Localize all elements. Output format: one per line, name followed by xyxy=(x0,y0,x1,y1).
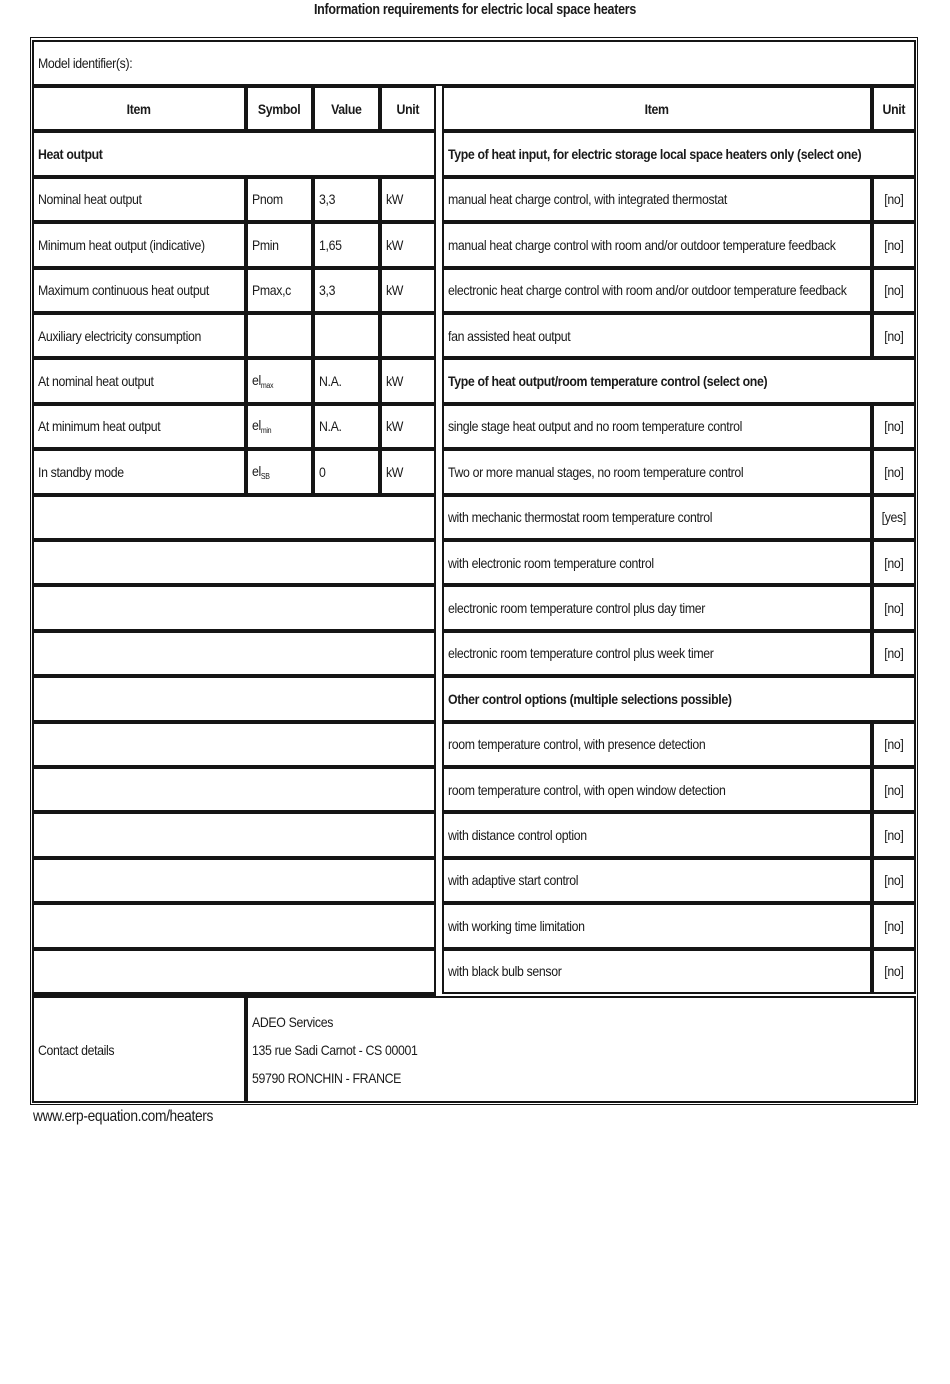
right-row-item-text: with adaptive start control xyxy=(448,872,579,889)
header-right-item xyxy=(442,86,872,131)
contact-line: 135 rue Sadi Carnot - CS 00001 xyxy=(252,1041,418,1058)
left-row-unit xyxy=(380,449,436,494)
right-row-item-text: electronic room temperature control plus day timer xyxy=(448,600,705,617)
left-row-value-text: N.A. xyxy=(319,418,342,435)
left-row-value xyxy=(313,313,380,358)
right-section-heading-text: Type of heat input, for electric storage local space heaters only (select one) xyxy=(448,146,862,163)
left-row-unit xyxy=(380,268,436,313)
right-row-item-text: room temperature control, with open window detection xyxy=(448,781,726,798)
right-row-unit-text: [no] xyxy=(884,645,904,662)
right-row-item-text: with working time limitation xyxy=(448,917,585,934)
right-row-item xyxy=(442,404,872,449)
right-row-unit xyxy=(872,177,916,222)
heat-output-section xyxy=(32,131,436,176)
right-row-unit xyxy=(872,812,916,857)
left-row-symbol xyxy=(246,449,313,494)
header-right-unit xyxy=(872,86,916,131)
left-row-value xyxy=(313,358,380,403)
left-row-item-text: At nominal heat output xyxy=(38,373,154,390)
contact-value xyxy=(246,996,916,1103)
right-row-unit-text: [no] xyxy=(884,327,904,344)
right-row-item-text: electronic room temperature control plus week timer xyxy=(448,645,714,662)
heat-output-section-text: Heat output xyxy=(38,146,103,163)
left-row-item xyxy=(32,268,246,313)
left-row-unit-text: kW xyxy=(386,418,404,435)
left-row-value-text: 1,65 xyxy=(319,236,342,253)
left-empty-row xyxy=(32,903,436,948)
right-row-item-text: electronic heat charge control with room and/or outdoor temperature feedback xyxy=(448,282,847,299)
left-row-unit-text: kW xyxy=(386,463,404,480)
left-row-symbol-text: Pnom xyxy=(252,191,283,208)
left-row-symbol xyxy=(246,222,313,267)
right-row-item-text: fan assisted heat output xyxy=(448,327,571,344)
right-row-item xyxy=(442,449,872,494)
right-row-item xyxy=(442,949,872,994)
left-empty-row xyxy=(32,812,436,857)
header-right-item-text: Item xyxy=(645,100,669,117)
right-row-unit-text: [no] xyxy=(884,781,904,798)
left-row-unit-text: kW xyxy=(386,282,404,299)
right-row-unit-text: [no] xyxy=(884,827,904,844)
right-row-item xyxy=(442,177,872,222)
left-row-symbol-subscript: min xyxy=(260,426,272,436)
right-row-item-text: Two or more manual stages, no room temperature control xyxy=(448,463,744,480)
right-row-item xyxy=(442,903,872,948)
right-row-item xyxy=(442,812,872,857)
left-row-symbol xyxy=(246,177,313,222)
left-row-item-text: Maximum continuous heat output xyxy=(38,282,209,299)
right-row-item-text: room temperature control, with presence detection xyxy=(448,736,706,753)
right-row-unit-text: [no] xyxy=(884,554,904,571)
left-row-item-text: Auxiliary electricity consumption xyxy=(38,327,201,344)
right-row-unit xyxy=(872,222,916,267)
contact-label-text: Contact details xyxy=(38,1041,115,1058)
right-row-item xyxy=(442,540,872,585)
right-row-unit-text: [no] xyxy=(884,463,904,480)
header-item xyxy=(32,86,246,131)
left-row-value xyxy=(313,268,380,313)
contact-line: ADEO Services xyxy=(252,1013,334,1030)
left-row-item-text: Nominal heat output xyxy=(38,191,142,208)
left-row-symbol-text: Pmin xyxy=(252,236,279,253)
left-row-symbol-text: $el_{max}$ xyxy=(252,372,274,391)
left-row-symbol-text: $el_{SB}$ xyxy=(252,462,270,481)
header-right-unit-text: Unit xyxy=(882,100,906,117)
header-symbol-text: Symbol xyxy=(258,100,301,117)
right-row-item xyxy=(442,631,872,676)
right-row-unit xyxy=(872,585,916,630)
left-empty-row xyxy=(32,858,436,903)
right-row-item-text: with distance control option xyxy=(448,827,587,844)
right-row-unit-text: [no] xyxy=(884,917,904,934)
header-unit-text: Unit xyxy=(396,100,420,117)
left-row-value-text: N.A. xyxy=(319,373,342,390)
left-row-item-text: Minimum heat output (indicative) xyxy=(38,236,205,253)
right-row-item-text: single stage heat output and no room temperature control xyxy=(448,418,742,435)
model-identifier-cell-text: Model identifier(s): xyxy=(38,55,133,71)
header-item-text: Item xyxy=(127,100,151,117)
right-row-unit xyxy=(872,767,916,812)
right-row-unit xyxy=(872,268,916,313)
left-row-item xyxy=(32,358,246,403)
left-row-unit xyxy=(380,313,436,358)
left-row-value xyxy=(313,222,380,267)
header-symbol xyxy=(246,86,313,131)
left-row-unit-text: kW xyxy=(386,373,404,390)
left-row-symbol xyxy=(246,358,313,403)
right-row-unit xyxy=(872,540,916,585)
left-row-symbol xyxy=(246,404,313,449)
left-row-symbol-text: Pmax,c xyxy=(252,282,291,299)
right-row-item-text: with black bulb sensor xyxy=(448,963,562,980)
right-row-item xyxy=(442,767,872,812)
right-row-item-text: manual heat charge control, with integrated thermostat xyxy=(448,191,727,208)
right-row-item-text: with electronic room temperature control xyxy=(448,554,654,571)
right-row-unit xyxy=(872,903,916,948)
contact-label xyxy=(32,996,246,1103)
right-row-item xyxy=(442,585,872,630)
left-row-item xyxy=(32,404,246,449)
right-row-item-text: with mechanic thermostat room temperature control xyxy=(448,509,713,526)
left-row-value-text: 3,3 xyxy=(319,282,336,299)
left-empty-row xyxy=(32,495,436,540)
right-row-unit-text: [no] xyxy=(884,963,904,980)
left-row-unit xyxy=(380,177,436,222)
document-title: Information requirements for electric local space heaters xyxy=(313,2,637,18)
right-row-unit-text: [no] xyxy=(884,236,904,253)
right-row-item xyxy=(442,858,872,903)
right-row-unit xyxy=(872,313,916,358)
contact-lines xyxy=(252,1014,440,1086)
right-section-heading xyxy=(442,131,916,176)
right-row-unit-text: [no] xyxy=(884,418,904,435)
right-row-unit xyxy=(872,858,916,903)
right-row-unit xyxy=(872,631,916,676)
model-identifier-cell xyxy=(32,40,916,86)
right-row-item xyxy=(442,722,872,767)
right-row-item xyxy=(442,313,872,358)
right-section-heading xyxy=(442,676,916,721)
right-row-unit-text: [no] xyxy=(884,600,904,617)
left-row-value xyxy=(313,404,380,449)
left-row-symbol-subscript: max xyxy=(260,381,274,391)
left-row-unit-text: kW xyxy=(386,236,404,253)
right-row-item-text: manual heat charge control with room and/or outdoor temperature feedback xyxy=(448,236,836,253)
right-row-unit-text: [no] xyxy=(884,282,904,299)
left-empty-row xyxy=(32,676,436,721)
left-empty-row xyxy=(32,631,436,676)
header-value-text: Value xyxy=(331,100,362,117)
right-row-unit xyxy=(872,404,916,449)
right-row-unit xyxy=(872,449,916,494)
left-row-item-text: In standby mode xyxy=(38,463,124,480)
left-row-value-text: 3,3 xyxy=(319,191,336,208)
left-row-symbol-subscript: SB xyxy=(260,471,270,481)
left-row-unit xyxy=(380,404,436,449)
right-row-unit xyxy=(872,949,916,994)
right-section-heading-text: Other control options (multiple selections possible) xyxy=(448,690,732,707)
right-row-unit xyxy=(872,722,916,767)
right-row-unit-text: [no] xyxy=(884,872,904,889)
right-row-item xyxy=(442,495,872,540)
left-row-symbol-text: $el_{min}$ xyxy=(252,417,272,436)
contact-line: 59790 RONCHIN - FRANCE xyxy=(252,1069,402,1086)
left-empty-row xyxy=(32,949,436,994)
left-empty-row xyxy=(32,767,436,812)
left-row-value-text: 0 xyxy=(319,463,326,480)
right-row-item xyxy=(442,222,872,267)
header-unit xyxy=(380,86,436,131)
left-row-symbol xyxy=(246,313,313,358)
left-row-item xyxy=(32,313,246,358)
left-empty-row xyxy=(32,540,436,585)
right-row-unit-text: [no] xyxy=(884,191,904,208)
left-row-unit xyxy=(380,358,436,403)
left-empty-row xyxy=(32,585,436,630)
left-row-symbol xyxy=(246,268,313,313)
right-section-heading xyxy=(442,358,916,403)
left-empty-row xyxy=(32,722,436,767)
left-row-item xyxy=(32,177,246,222)
right-row-unit xyxy=(872,495,916,540)
left-row-unit xyxy=(380,222,436,267)
right-row-unit-text: [no] xyxy=(884,736,904,753)
footer-url[interactable]: www.erp-equation.com/heaters xyxy=(33,1108,214,1125)
left-row-value xyxy=(313,177,380,222)
left-row-item-text: At minimum heat output xyxy=(38,418,161,435)
left-row-value xyxy=(313,449,380,494)
header-value xyxy=(313,86,380,131)
left-row-item xyxy=(32,449,246,494)
right-section-heading-text: Type of heat output/room temperature control (select one) xyxy=(448,373,768,390)
right-row-unit-text: [yes] xyxy=(881,509,907,526)
right-row-item xyxy=(442,268,872,313)
left-row-unit-text: kW xyxy=(386,191,404,208)
left-row-item xyxy=(32,222,246,267)
